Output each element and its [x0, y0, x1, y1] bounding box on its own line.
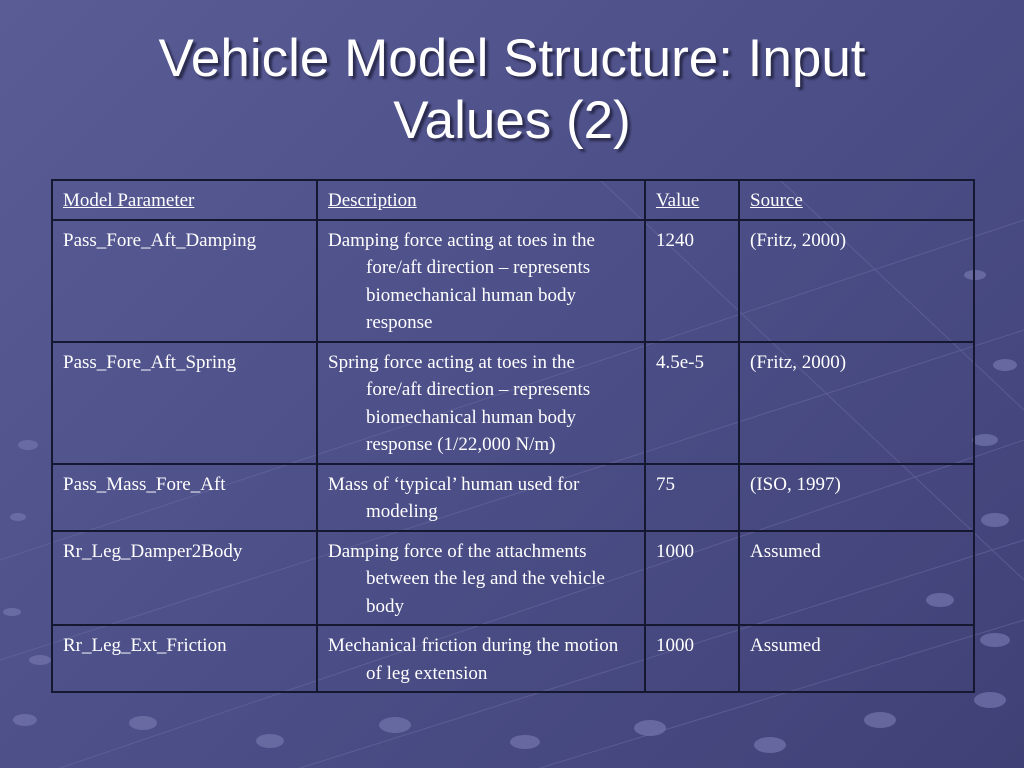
slide-title-line-1: Vehicle Model Structure: Input	[158, 29, 866, 88]
column-header-value: Value	[645, 180, 739, 220]
parameter-cell: Rr_Leg_Damper2Body	[52, 531, 317, 626]
source-cell: (ISO, 1997)	[739, 464, 974, 531]
description-cell: Mass of ‘typical’ human used for modeling	[317, 464, 645, 531]
table-row	[52, 342, 974, 464]
slide-title	[0, 28, 1024, 152]
parameter-cell: Pass_Fore_Aft_Spring	[52, 342, 317, 464]
description-cell: Damping force acting at toes in the fore/aft direction – represents biomechanical human body response	[317, 220, 645, 342]
table-header-row	[52, 180, 974, 220]
parameter-cell: Pass_Mass_Fore_Aft	[52, 464, 317, 531]
value-cell: 1240	[645, 220, 739, 342]
parameter-cell: Rr_Leg_Ext_Friction	[52, 625, 317, 692]
parameters-table	[51, 179, 975, 693]
column-header-model-parameter: Model Parameter	[52, 180, 317, 220]
source-cell: (Fritz, 2000)	[739, 342, 974, 464]
table-row	[52, 531, 974, 626]
table-row	[52, 220, 974, 342]
table-row	[52, 625, 974, 692]
table-row	[52, 464, 974, 531]
source-cell: (Fritz, 2000)	[739, 220, 974, 342]
description-cell: Mechanical friction during the motion of leg extension	[317, 625, 645, 692]
slide-title-line-2: Values (2)	[393, 91, 631, 150]
description-cell: Damping force of the attachments between the leg and the vehicle body	[317, 531, 645, 626]
value-cell: 1000	[645, 625, 739, 692]
source-cell: Assumed	[739, 531, 974, 626]
value-cell: 75	[645, 464, 739, 531]
value-cell: 1000	[645, 531, 739, 626]
column-header-description: Description	[317, 180, 645, 220]
description-cell: Spring force acting at toes in the fore/aft direction – represents biomechanical human body response (1/22,000 N/m)	[317, 342, 645, 464]
value-cell: 4.5e-5	[645, 342, 739, 464]
source-cell: Assumed	[739, 625, 974, 692]
parameter-cell: Pass_Fore_Aft_Damping	[52, 220, 317, 342]
column-header-source: Source	[739, 180, 974, 220]
